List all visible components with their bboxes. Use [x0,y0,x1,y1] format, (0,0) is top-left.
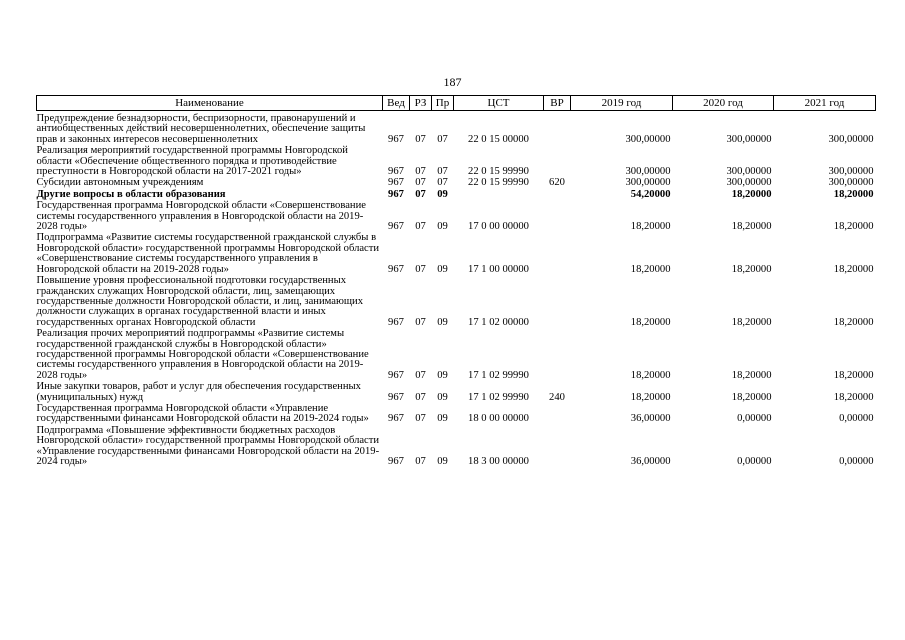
row-cst: 17 1 02 99990 [468,391,529,403]
row-ved: 967 [388,456,404,467]
row-2021: 18,20000 [833,316,874,328]
row-2021: 300,00000 [828,177,874,189]
row-cst: 17 1 00 00000 [468,263,529,275]
row-cst: 17 0 00 00000 [468,221,529,233]
row-pr: 07 [437,177,448,189]
row-cst [454,190,544,201]
row-2019: 18,20000 [630,369,671,381]
row-2021: 18,20000 [833,221,874,233]
row-2019: 54,20000 [630,188,671,200]
row-2020: 18,20000 [731,221,772,233]
row-2019: 300,00000 [625,166,671,178]
row-cst: 22 0 15 99990 [468,166,529,178]
table-row [37,233,876,276]
row-2019: 18,20000 [630,316,671,328]
table-row [37,201,876,233]
header-pr: Пр [432,96,454,111]
table-row [37,329,876,382]
row-cst: 18 3 00 00000 [468,456,529,467]
table-row [37,426,876,469]
row-cst: 17 1 02 00000 [468,316,529,328]
row-rz: 07 [415,166,426,178]
table-row [37,382,876,404]
row-2020: 18,20000 [731,391,772,403]
row-pr: 09 [437,456,448,467]
row-2019: 18,20000 [630,391,671,403]
row-vr [544,111,571,147]
row-ved: 967 [388,188,404,200]
table-row [37,276,876,329]
row-2021: 0,00000 [839,413,874,425]
row-2019: 18,20000 [630,263,671,275]
row-cst: 18 0 00 00000 [468,413,529,425]
row-2021: 18,20000 [833,391,874,403]
row-2019: 300,00000 [625,133,671,145]
row-vr [544,426,571,469]
table-header-row [37,96,876,111]
row-vr [544,146,571,178]
header-rz: РЗ [410,96,432,111]
row-name: Государственная программа Новгородской области «Совершенствование системы государственного управления в Новгородской области на 2019-2028 годы» [36,200,366,233]
row-name: Субсидии автономным учреждениям [36,177,204,189]
table-row [37,146,876,178]
row-2021: 300,00000 [828,166,874,178]
row-pr: 07 [437,133,448,145]
row-vr [544,201,571,233]
row-ved: 967 [388,316,404,328]
row-ved: 967 [388,413,404,425]
row-rz: 07 [415,263,426,275]
row-vr: 620 [549,177,565,189]
row-2019: 300,00000 [625,177,671,189]
row-2020: 0,00000 [737,456,772,467]
row-ved: 967 [388,263,404,275]
row-rz: 07 [415,221,426,233]
row-rz: 07 [415,316,426,328]
row-pr: 09 [437,316,448,328]
row-name: Государственная программа Новгородской области «Управление государственными финансами Новгородской области на 2019-2024 годы» [36,402,369,425]
row-2020: 300,00000 [726,177,772,189]
row-vr [544,190,571,201]
row-name: Подпрограмма «Развитие системы государственной гражданской службы в Новгородской области» государственной программы Новгородской области «Совершенствование системы государственного управления в Новгородской области на 2019-2028 годы» [36,232,380,275]
header-vr: ВР [544,96,571,111]
row-name: Другие вопросы в области образования [36,188,226,200]
row-name: Реализация мероприятий государственной программы Новгородской области «Обеспечение общественного порядка и противодействие преступности в Новгородской области на 2017-2021 годы» [36,145,348,178]
row-2021: 0,00000 [839,456,874,467]
row-vr: 240 [549,391,565,403]
header-ved: Вед [383,96,410,111]
row-2020: 300,00000 [726,166,772,178]
row-ved: 967 [388,133,404,145]
row-ved: 967 [388,166,404,178]
row-pr: 09 [437,369,448,381]
row-name: Повышение уровня профессиональной подготовки государственных гражданских служащих Новгородской области, лиц, замещающих государственные должности Новгородской области, и лиц, занимающих должности служащих в органах государственной власти и иных государственных органах Новгородской области [36,275,364,328]
row-cst: 22 0 15 99990 [468,177,529,189]
row-ved: 967 [388,221,404,233]
row-ved: 967 [388,391,404,403]
row-2019: 36,00000 [630,413,671,425]
row-rz: 07 [415,177,426,189]
row-pr: 09 [437,391,448,403]
row-name: Подпрограмма «Повышение эффективности бюджетных расходов Новгородской области» государственной программы Новгородской области «Управление государственными финансами Новгородской области на 2019-2024 годы» [36,424,380,467]
row-ved: 967 [388,177,404,189]
row-2020: 18,20000 [731,263,772,275]
row-rz: 07 [415,369,426,381]
header-2021: 2021 год [774,96,876,111]
header-2019: 2019 год [571,96,673,111]
row-name: Предупреждение безнадзорности, беспризорности, правонарушений и антиобщественных действий несовершеннолетних, обеспечение защиты прав и законных интересов несовершеннолетних [36,113,366,145]
row-ved: 967 [388,369,404,381]
row-2019: 18,20000 [630,221,671,233]
row-name: Реализация прочих мероприятий подпрограммы «Развитие системы государственной гражданской службы в Новгородской области» государственной программы Новгородской области «Совершенствование системы государственного управления в Новгородской области на 2019-2028 годы» [36,328,369,381]
row-2020: 18,20000 [731,369,772,381]
budget-table [36,95,876,468]
table-row [37,111,876,147]
row-rz: 07 [415,413,426,425]
row-2020: 18,20000 [731,188,772,200]
row-pr: 07 [437,166,448,178]
page-number: 187 [443,75,462,89]
row-cst: 17 1 02 99990 [468,369,529,381]
row-2021: 18,20000 [833,369,874,381]
row-2021: 300,00000 [828,133,874,145]
row-vr [544,404,571,426]
row-vr [544,233,571,276]
row-vr [544,276,571,329]
row-vr [544,329,571,382]
row-cst: 22 0 15 00000 [468,133,529,145]
row-rz: 07 [415,456,426,467]
row-2020: 18,20000 [731,316,772,328]
row-pr: 09 [437,263,448,275]
row-2021: 18,20000 [833,188,874,200]
row-rz: 07 [415,391,426,403]
row-2021: 18,20000 [833,263,874,275]
row-2019: 36,00000 [630,456,671,467]
header-name: Наименование [37,96,383,111]
row-pr: 09 [437,221,448,233]
header-2020: 2020 год [673,96,774,111]
row-rz: 07 [415,188,426,200]
row-rz: 07 [415,133,426,145]
row-name: Иные закупки товаров, работ и услуг для обеспечения государственных (муниципальных) нужд [36,381,361,403]
row-2020: 300,00000 [726,133,772,145]
table-row [37,404,876,426]
row-pr: 09 [437,188,448,200]
row-pr: 09 [437,413,448,425]
row-2020: 0,00000 [737,413,772,425]
header-cst: ЦСТ [454,96,544,111]
